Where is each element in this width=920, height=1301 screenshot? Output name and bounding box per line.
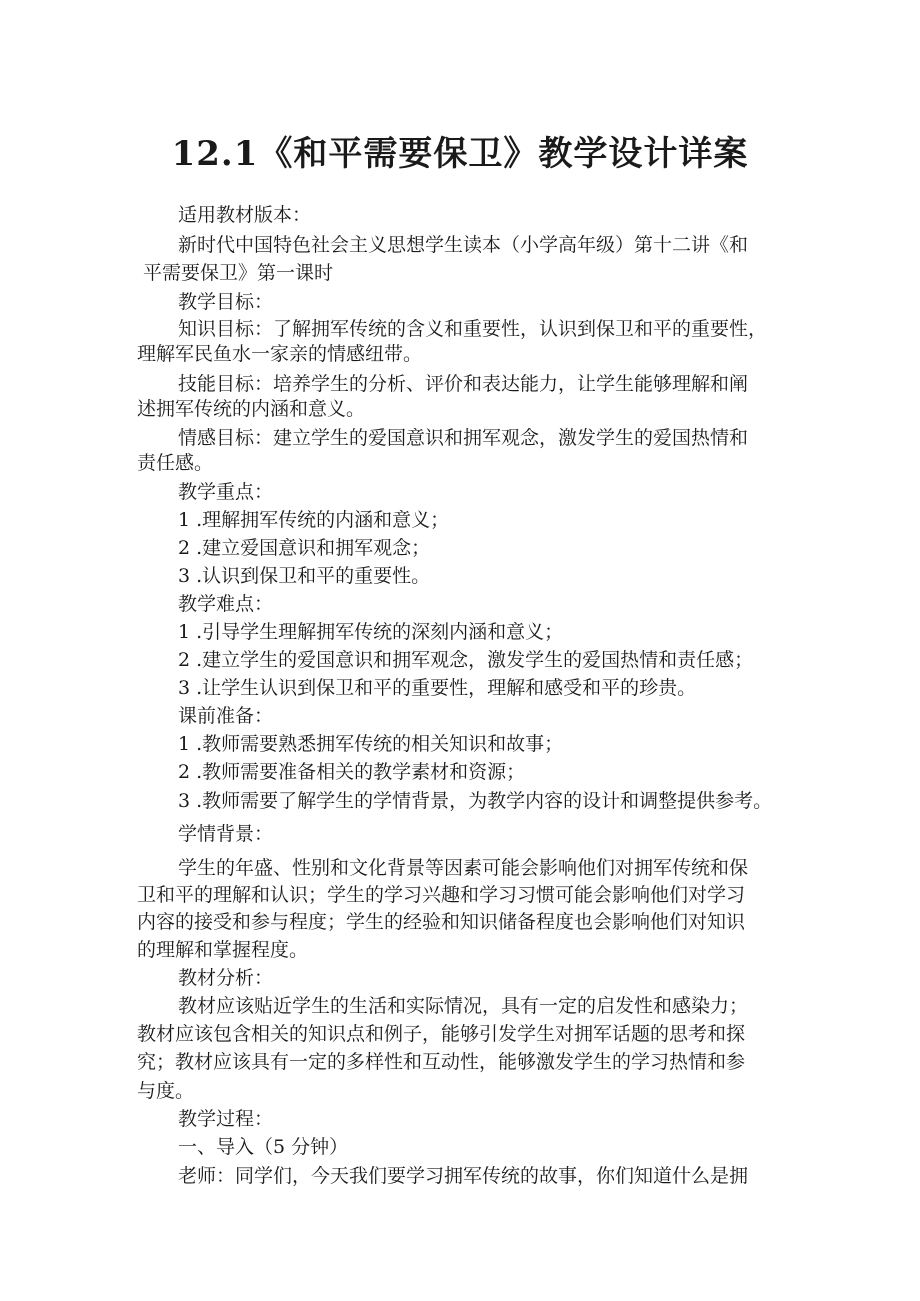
paragraph-line: 情感目标：建立学生的爱国意识和拥军观念，激发学生的爱国热情和 (178, 427, 749, 449)
paragraph-line: 技能目标：培养学生的分析、评价和表达能力，让学生能够理解和阐 (178, 373, 749, 395)
list-item: 2 .教师需要准备相关的教学素材和资源； (178, 761, 526, 783)
paragraph-line: 平需要保卫》第一课时 (143, 262, 334, 284)
paragraph-line: 究；教材应该具有一定的多样性和互动性，能够激发学生的学习热情和参 (137, 1051, 746, 1073)
subsection-heading: 一、导入（5 分钟） (178, 1136, 349, 1158)
paragraph-line: 学生的年盛、性别和文化背景等因素可能会影响他们对拥军传统和保 (178, 857, 749, 879)
list-item: 3 .认识到保卫和平的重要性。 (178, 565, 431, 587)
list-item: 1 .教师需要熟悉拥军传统的相关知识和故事； (178, 733, 564, 755)
paragraph-line: 的理解和掌握程度。 (137, 939, 309, 961)
list-item: 1 .引导学生理解拥军传统的深刻内涵和意义； (178, 621, 564, 643)
list-item: 3 .教师需要了解学生的学情背景，为教学内容的设计和调整提供参考。 (178, 790, 773, 812)
paragraph-line: 卫和平的理解和认识；学生的学习兴趣和学习习惯可能会影响他们对学习 (137, 884, 746, 906)
section-heading-student-background: 学情背景： (178, 823, 274, 845)
list-item: 3 .让学生认识到保卫和平的重要性，理解和感受和平的珍贵。 (178, 677, 697, 699)
paragraph-line: 责任感。 (137, 452, 214, 474)
section-heading-difficulties: 教学难点： (178, 593, 274, 615)
paragraph-line: 教材应该贴近学生的生活和实际情况，具有一定的启发性和感染力； (178, 995, 749, 1017)
paragraph-line: 述拥军传统的内涵和意义。 (137, 398, 366, 420)
section-heading-teaching-goals: 教学目标： (178, 291, 274, 313)
page-title: 12.1《和平需要保卫》教学设计详案 (171, 134, 749, 174)
paragraph-line: 与度。 (137, 1080, 195, 1102)
section-heading-material-analysis: 教材分析： (178, 967, 274, 989)
list-item: 2 .建立爱国意识和拥军观念； (178, 537, 431, 559)
list-item: 1 .理解拥军传统的内涵和意义； (178, 509, 450, 531)
paragraph-line: 老师：同学们，今天我们要学习拥军传统的故事，你们知道什么是拥 (178, 1165, 749, 1187)
paragraph-line: 新时代中国特色社会主义思想学生读本（小学高年级）第十二讲《和 (178, 234, 749, 256)
list-item: 2 .建立学生的爱国意识和拥军观念，激发学生的爱国热情和责任感； (178, 649, 754, 671)
section-heading-key-points: 教学重点： (178, 481, 274, 503)
paragraph-line: 理解军民鱼水一家亲的情感纽带。 (137, 343, 423, 365)
paragraph-line: 教材应该包含相关的知识点和例子，能够引发学生对拥军话题的思考和探 (137, 1023, 746, 1045)
section-heading-teaching-process: 教学过程： (178, 1108, 274, 1130)
section-heading-preparation: 课前准备： (178, 705, 274, 727)
paragraph-line: 内容的接受和参与程度；学生的经验和知识储备程度也会影响他们对知识 (137, 911, 746, 933)
section-heading-textbook-version: 适用教材版本： (178, 204, 312, 226)
paragraph-line: 知识目标：了解拥军传统的含义和重要性，认识到保卫和平的重要性， (178, 318, 768, 340)
